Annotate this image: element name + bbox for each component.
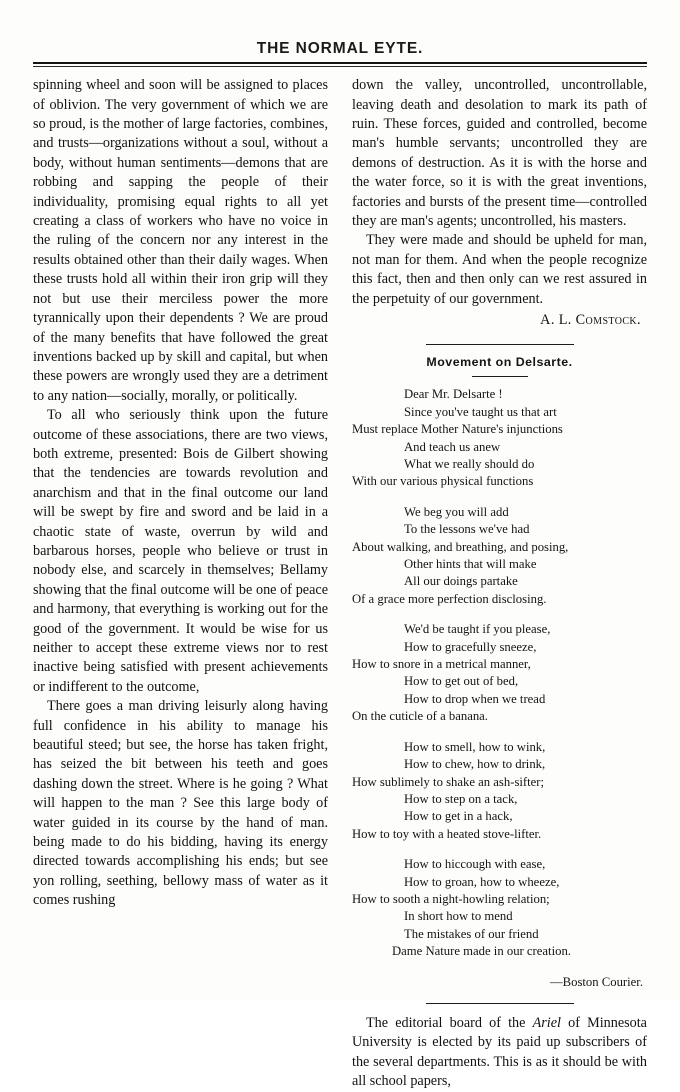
poem-line: How to get out of bed, [404, 674, 519, 689]
paragraph: down the valley, uncontrolled, uncontrollable, leaving death and desolation to mark its path of ruin. These forces, guided and controlled, become man's humble servants; uncontrolled they are demons of destruction. As it is with the horse and the water force, so it is with the great inventions, factories and bursts of the present time—controlled they are man's agents; uncontrolled, his masters. [352, 77, 647, 230]
poem-stanza [352, 739, 647, 843]
poem [352, 386, 647, 991]
paragraph: They were made and should be upheld for man, not man for them. And when the people recognize this fact, then and then only can we rest assured in the perpetuity of our government. [352, 232, 647, 307]
paragraph: There goes a man driving leisurly along having full confidence in his ability to manage his beautiful steed; but see, the horse has taken fright, has seized the bit between his teeth and goes dashing down the street. Where is he going ? What will happen to the man ? See this large body of water guided in its course by the hand of man. being made to do his bidding, having its energy directed towards accomplishing his ends; but see yon rolling, seething, bellowy mass of water as it comes rushing [33, 698, 328, 909]
poem-line: How to snore in a metrical manner, [352, 657, 531, 672]
closing-divider-rule [426, 1003, 574, 1004]
paragraph [352, 1014, 647, 1092]
masthead-rule [33, 62, 647, 67]
poem-line: We beg you will add [404, 504, 509, 519]
heading-underrule [472, 376, 528, 377]
poem-line: Dear Mr. Delsarte ! [404, 387, 503, 402]
poem-line: How to toy with a heated stove-lifter. [352, 826, 542, 841]
poem-line: How to step on a tack, [404, 791, 518, 806]
left-column-body [33, 76, 328, 910]
poem-stanza [352, 621, 647, 725]
poem-line: About walking, and breathing, and posing, [352, 539, 569, 554]
poem-stanza [352, 856, 647, 960]
poem-line: How to smell, how to wink, [404, 739, 546, 754]
poem-line: To the lessons we've had [404, 522, 530, 537]
poem-line: Dame Nature made in our creation. [392, 944, 571, 959]
poem-line: How to groan, how to wheeze, [404, 874, 560, 889]
right-column-body [352, 76, 647, 309]
poem-line: How to hiccough with ease, [404, 857, 546, 872]
poem-line: Other hints that will make [404, 557, 537, 572]
paragraph: spinning wheel and soon will be assigned to places of oblivion. The very government of which we are so proud, is the mother of large factories, combines, and trusts—organizations without a soul, without a body, without human sentiments—demons that are robbing and sapping the people of their individuality, promising equal rights to all yet creating a class of workers who have no voice in the ruling of the concern nor any interest in the results obtained other than their daily wages. When these trusts hold all within their iron grip will they not but use their merciless power the more tyrannically upon their dependents ? We are proud of the many benefits that have followed the great inventions backed up by skill and capital, but when these powers are wrongly used they are a detriment to any nation—socially, morally, or politically. [33, 77, 328, 404]
poem-attribution: —Boston Courier. [549, 974, 643, 989]
poem-line: On the cuticle of a banana. [352, 709, 488, 724]
poem-stanza [352, 386, 647, 490]
right-column [352, 76, 647, 1091]
publication-title: Ariel [532, 1014, 561, 1031]
poem-line: We'd be taught if you please, [404, 622, 551, 637]
poem-line: The mistakes of our friend [404, 926, 539, 941]
poem-line: Of a grace more perfection disclosing. [352, 591, 547, 606]
poem-stanza [352, 504, 647, 608]
poem-line: How to sooth a night-howling relation; [352, 891, 550, 906]
running-head-title: THE NORMAL EYTE. [256, 40, 424, 57]
poem-line: With our various physical functions [352, 474, 534, 489]
poem-line: How to drop when we tread [404, 691, 546, 706]
two-column-layout [0, 76, 680, 1091]
poem-line: Must replace Mother Nature's injunctions [352, 422, 563, 437]
section-heading: Movement on Delsarte. [426, 354, 573, 369]
poem-line: How to get in a hack, [404, 809, 513, 824]
poem-line: How to gracefully sneeze, [404, 639, 537, 654]
poem-line: How sublimely to shake an ash-sifter; [352, 774, 545, 789]
closing-text-before: The editorial board of the [366, 1014, 533, 1031]
poem-line: In short how to mend [404, 909, 513, 924]
poem-line: What we really should do [404, 457, 535, 472]
author-name: A. L. Comstock. [540, 312, 641, 329]
poem-line: And teach us anew [404, 439, 501, 454]
page-masthead [0, 0, 680, 57]
section-divider-rule [426, 344, 574, 345]
closing-text-after: of Minnesota University is elected by its paid up subscribers of the several departments. This is as it should be with all school papers, [352, 1014, 647, 1090]
paragraph: To all who seriously think upon the future outcome of these associations, there are two views, both extreme, presented: Bois de Gilbert showing that the tendencies are towards revolution and anarchism and that in the final outcome our land will be swept by fire and sword and be laid in a chaotic state of waste, overrun by wild and barbarous horses, people who believe or trust in nobody else, and scarcely in themselves; Bellamy showing that the final outcome will be one of peace and harmony, that everything is working out for the good of the government. It would be wise for us neither to accept these extreme views nor to rest inactive being satisfied with present achievements or indifferent to the outcome, [33, 407, 328, 695]
left-column [33, 76, 328, 910]
poem-line: How to chew, how to drink, [404, 757, 546, 772]
poem-line: All our doings partake [404, 574, 518, 589]
article-signature [352, 311, 647, 330]
closing-note [352, 1014, 647, 1092]
poem-line: Since you've taught us that art [404, 404, 557, 419]
